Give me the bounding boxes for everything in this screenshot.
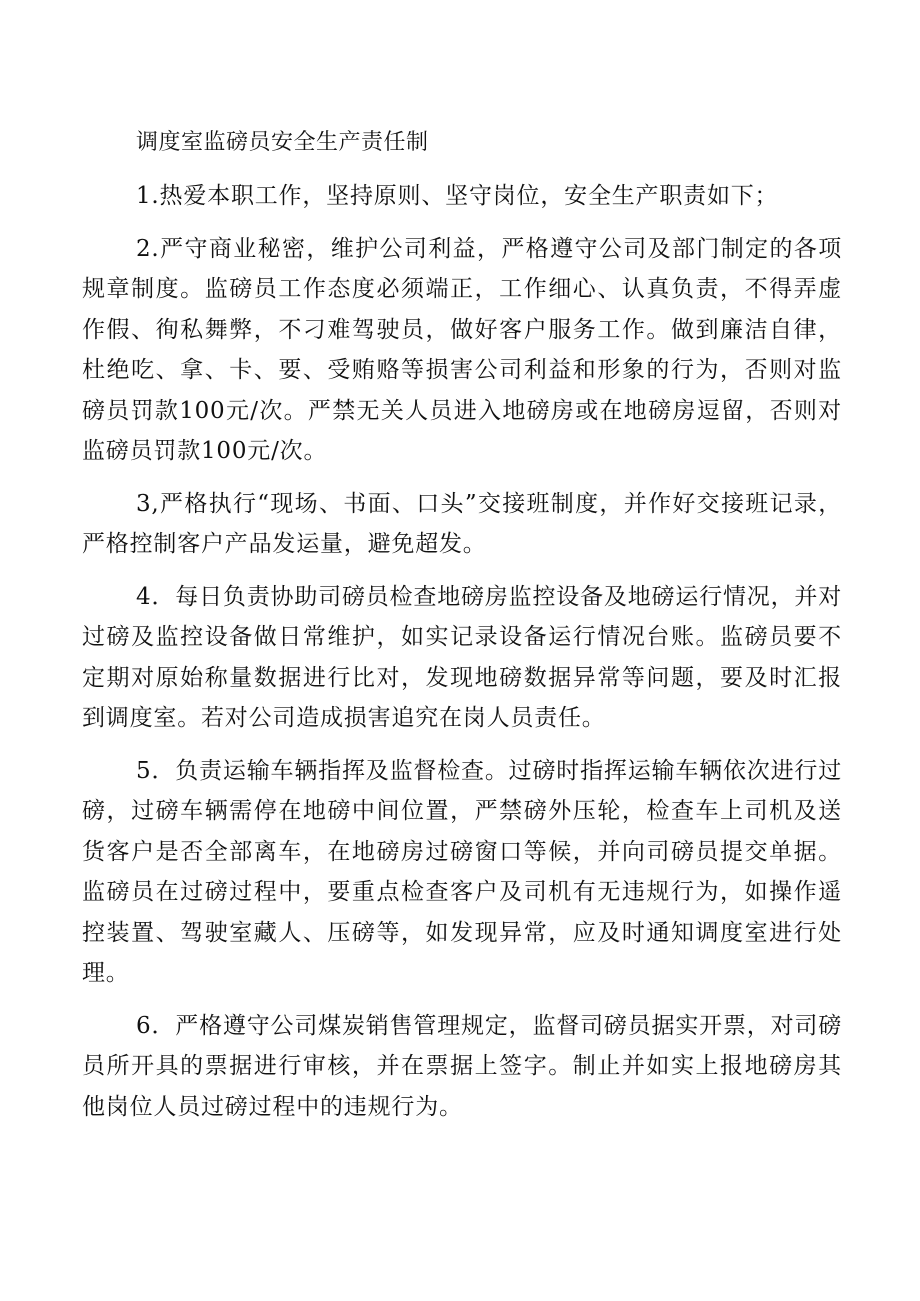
paragraph-4: 4．每日负责协助司磅员检查地磅房监控设备及地磅运行情况，并对过磅及监控设备做日常维护，如实记录设备运行情况台账。监磅员要不定期对原始称量数据进行比对，发现地磅数据异常等问题，要及时汇报到调度室。若对公司造成损害追究在岗人员责任。	[82, 583, 842, 731]
paragraph-2: 2.严守商业秘密，维护公司利益，严格遵守公司及部门制定的各项规章制度。监磅员工作态度必须端正，工作细心、认真负责，不得弄虚作假、徇私舞弊，不刁难驾驶员，做好客户服务工作。做到廉洁自律，杜绝吃、拿、卡、要、受贿赂等损害公司利益和形象的行为，否则对监磅员罚款100元/次。严禁无关人员进入地磅房或在地磅房逗留，否则对监磅员罚款100元/次。	[82, 235, 842, 464]
paragraph-1: 1.热爱本职工作，坚持原则、坚守岗位，安全生产职责如下；	[136, 183, 779, 209]
paragraph-6: 6．严格遵守公司煤炭销售管理规定，监督司磅员据实开票，对司磅员所开具的票据进行审核，并在票据上签字。制止并如实上报地磅房其他岗位人员过磅过程中的违规行为。	[82, 1012, 842, 1120]
paragraph-5: 5．负责运输车辆指挥及监督检查。过磅时指挥运输车辆依次进行过磅，过磅车辆需停在地磅中间位置，严禁磅外压轮，检查车上司机及送货客户是否全部离车，在地磅房过磅窗口等候，并向司磅员提交单据。监磅员在过磅过程中，要重点检查客户及司机有无违规行为，如操作遥控装置、驾驶室藏人、压磅等，如发现异常，应及时通知调度室进行处理。	[82, 757, 842, 986]
paragraph-3: 3,严格执行“现场、书面、口头”交接班制度，并作好交接班记录，严格控制客户产品发运量，避免超发。	[82, 490, 842, 557]
document-title: 调度室监磅员安全生产责任制	[136, 130, 429, 155]
